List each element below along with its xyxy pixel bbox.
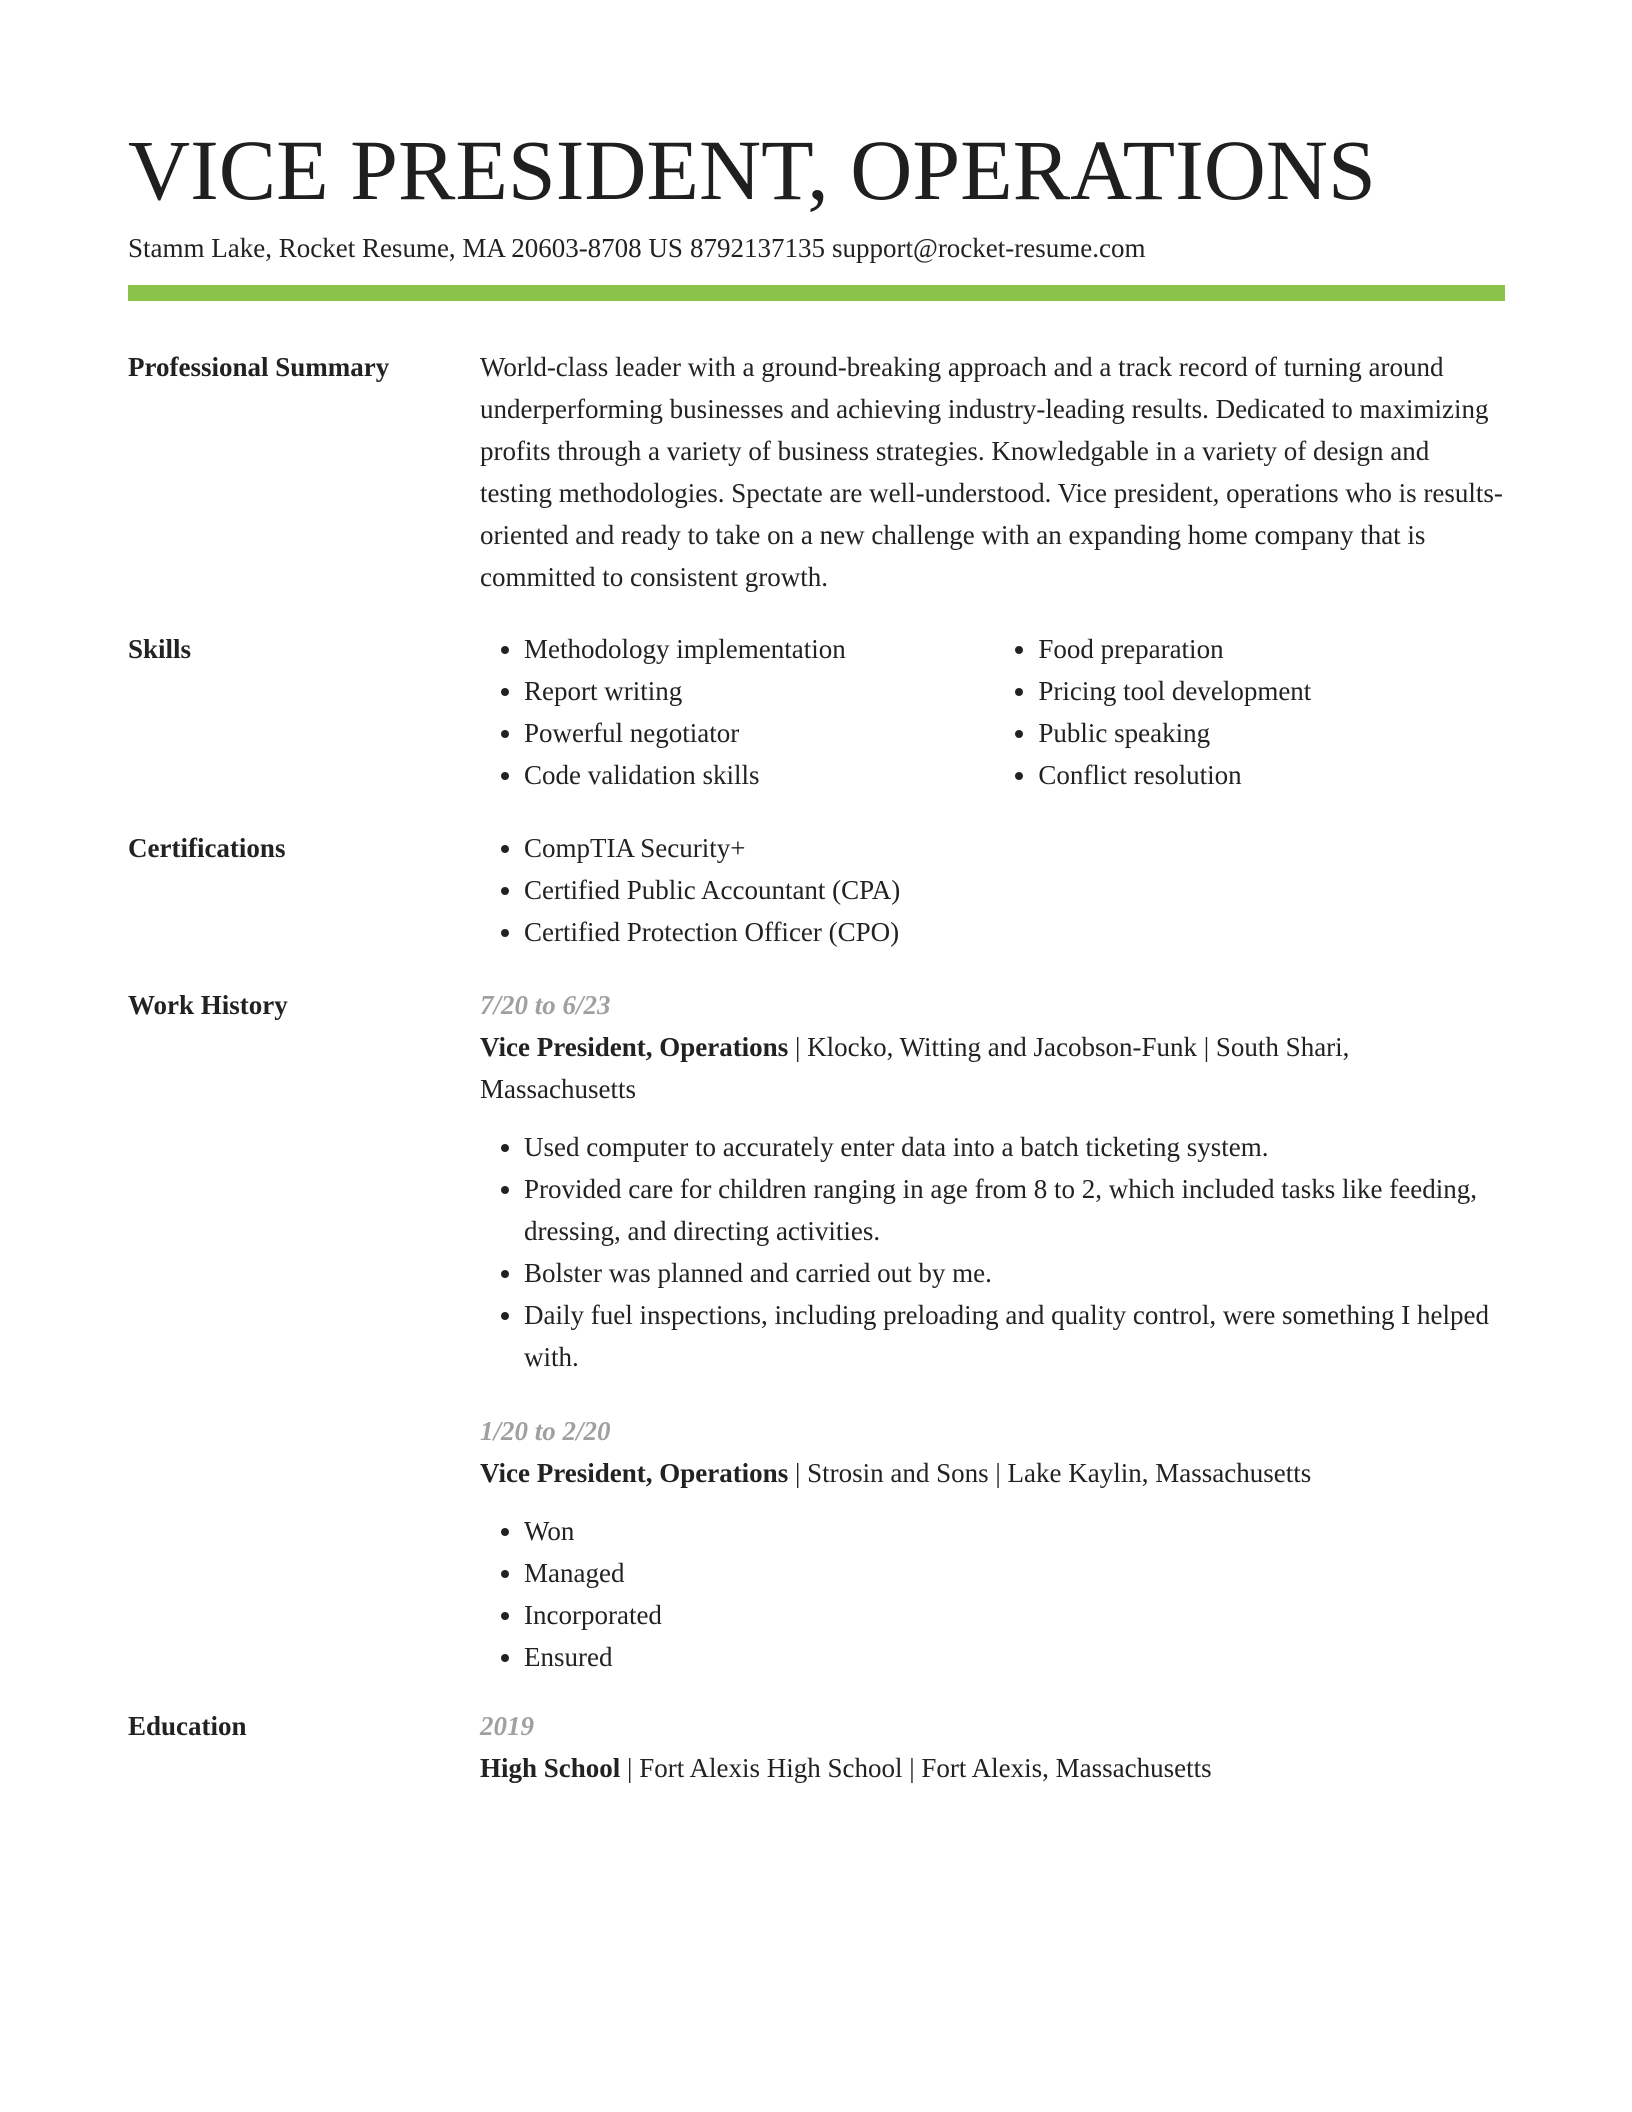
skill-item: • Report writing xyxy=(524,670,994,712)
skill-item: • Pricing tool development xyxy=(1038,670,1505,712)
job-bullet: • Provided care for children ranging in age from 8 to 2, which included tasks like feeding, dressing, and directing activities. xyxy=(524,1168,1505,1252)
work-history-body xyxy=(480,984,1505,1678)
section-title-summary: Professional Summary xyxy=(128,352,390,382)
job-bullets xyxy=(480,1126,1505,1378)
certifications-body xyxy=(480,827,1505,953)
job-dates: 7/20 to 6/23 xyxy=(480,990,611,1020)
summary-text: World-class leader with a ground-breaking approach and a track record of turning around underperforming businesses and achieving industry-leading results. Dedicated to maximizing profits through a variety of business strategies. Knowledgable in a variety of design and testing methodologies. Spectate are well-understood. Vice president, operations who is results-oriented and ready to take on a new challenge with an expanding home company that is committed to consistent growth. xyxy=(480,352,1503,592)
job-bullet: • Bolster was planned and carried out by me. xyxy=(524,1252,1505,1294)
resume-title: VICE PRESIDENT, OPERATIONS xyxy=(128,122,1376,218)
education-body xyxy=(480,1705,1505,1789)
education-header xyxy=(480,1747,1505,1789)
contact-address: Stamm Lake, Rocket Resume, MA 20603-8708 US xyxy=(128,233,683,263)
job-details: | Strosin and Sons | Lake Kaylin, Massachusetts xyxy=(788,1458,1312,1488)
skill-item: • Conflict resolution xyxy=(1038,754,1505,796)
job-bullet: • Won xyxy=(524,1510,1505,1552)
job-bullets xyxy=(480,1510,1505,1678)
education-degree: High School xyxy=(480,1753,621,1783)
contact-email: support@rocket-resume.com xyxy=(831,233,1146,263)
summary-body xyxy=(480,346,1505,598)
skills-list-right xyxy=(994,628,1505,796)
job-entry xyxy=(480,1410,1505,1678)
contact-phone: 8792137135 xyxy=(689,233,825,263)
skills-list-left xyxy=(480,628,994,796)
section-title-skills: Skills xyxy=(128,634,192,664)
job-header xyxy=(480,1026,1505,1110)
skill-item: • Food preparation xyxy=(1038,628,1505,670)
skill-item: • Powerful negotiator xyxy=(524,712,994,754)
section-title-work-history: Work History xyxy=(128,990,288,1020)
contact-line xyxy=(128,230,1145,266)
job-bullet: • Daily fuel inspections, including preloading and quality control, were something I helped with. xyxy=(524,1294,1505,1378)
header-divider xyxy=(128,285,1505,301)
education-details: | Fort Alexis High School | Fort Alexis, Massachusetts xyxy=(620,1753,1212,1783)
job-details: | Klocko, Witting and Jacobson-Funk | South Shari, Massachusetts xyxy=(480,1032,1350,1104)
job-dates: 1/20 to 2/20 xyxy=(480,1416,611,1446)
job-role: Vice President, Operations xyxy=(480,1032,789,1062)
job-header xyxy=(480,1452,1505,1494)
certification-item: • Certified Protection Officer (CPO) xyxy=(524,911,1505,953)
job-bullet: • Used computer to accurately enter data into a batch ticketing system. xyxy=(524,1126,1505,1168)
skill-item: • Public speaking xyxy=(1038,712,1505,754)
certifications-list xyxy=(480,827,1505,953)
job-bullet: • Incorporated xyxy=(524,1594,1505,1636)
education-year: 2019 xyxy=(480,1711,534,1741)
skills-body xyxy=(480,628,1505,796)
certification-item: • CompTIA Security+ xyxy=(524,827,1505,869)
skill-item: • Code validation skills xyxy=(524,754,994,796)
section-title-certifications: Certifications xyxy=(128,833,286,863)
job-entry xyxy=(480,984,1505,1378)
section-title-education: Education xyxy=(128,1711,247,1741)
skill-item: • Methodology implementation xyxy=(524,628,994,670)
job-bullet: • Managed xyxy=(524,1552,1505,1594)
job-role: Vice President, Operations xyxy=(480,1458,789,1488)
certification-item: • Certified Public Accountant (CPA) xyxy=(524,869,1505,911)
job-bullet: • Ensured xyxy=(524,1636,1505,1678)
